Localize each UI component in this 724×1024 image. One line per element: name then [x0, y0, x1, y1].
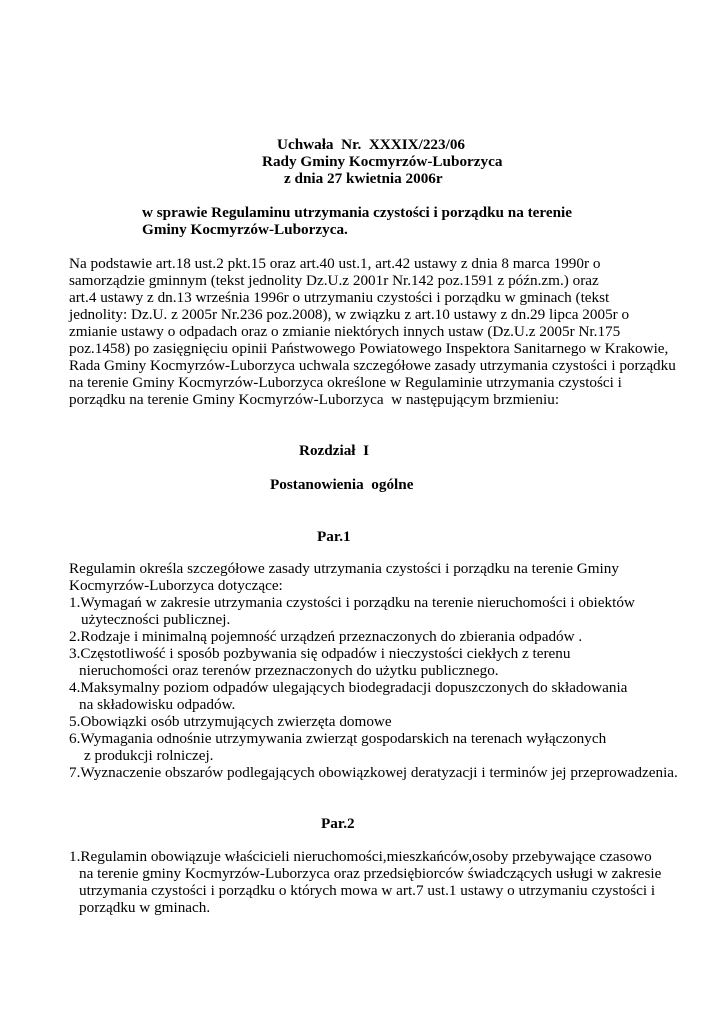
par1-list-item: użyteczności publicznej. — [81, 611, 231, 628]
par1-list-item: z produkcji rolniczej. — [84, 747, 214, 764]
council-name: Rady Gminy Kocmyrzów-Luborzyca — [262, 153, 503, 170]
par1-list-item: 5.Obowiązki osób utrzymujących zwierzęta domowe — [69, 713, 392, 730]
preamble-line: na terenie Gminy Kocmyrzów-Luborzyca określone w Regulaminie utrzymania czystości i — [69, 374, 622, 391]
preamble-line: Na podstawie art.18 ust.2 pkt.15 oraz art.40 ust.1, art.42 ustawy z dnia 8 marca 1990r o — [69, 255, 601, 272]
subject-line-2: Gminy Kocmyrzów-Luborzyca. — [142, 221, 348, 238]
par2-line: utrzymania czystości i porządku o których mowa w art.7 ust.1 ustawy o utrzymaniu czystości i — [79, 882, 656, 899]
resolution-date: z dnia 27 kwietnia 2006r — [284, 170, 443, 187]
preamble-line: samorządzie gminnym (tekst jednolity Dz.U.z 2001r Nr.142 poz.1591 z późn.zm.) oraz — [69, 272, 599, 289]
preamble-line: zmianie ustawy o odpadach oraz o zmianie niektórych innych ustaw (Dz.U.z 2005r Nr.175 — [69, 323, 621, 340]
preamble-line: Rada Gminy Kocmyrzów-Luborzyca uchwala szczegółowe zasady utrzymania czystości i porządku — [69, 357, 676, 374]
par1-list-item: 6.Wymagania odnośnie utrzymywania zwierząt gospodarskich na terenach wyłączonych — [69, 730, 607, 747]
par1-list-item: 1.Wymagań w zakresie utrzymania czystości i porządku na terenie nieruchomości i obiektów — [69, 594, 635, 611]
par2-heading: Par.2 — [321, 815, 355, 832]
chapter-subtitle: Postanowienia ogólne — [270, 476, 414, 493]
preamble-line: jednolity: Dz.U. z 2005r Nr.236 poz.2008), w związku z art.10 ustawy z dn.29 lipca 2005r o — [69, 306, 630, 323]
preamble-line: art.4 ustawy z dn.13 września 1996r o utrzymaniu czystości i porządku w gminach (tekst — [69, 289, 610, 306]
par1-list-item: 2.Rodzaje i minimalną pojemność urządzeń przeznaczonych do zbierania odpadów . — [69, 628, 583, 645]
par2-line: na terenie gminy Kocmyrzów-Luborzyca oraz przedsiębiorców świadczących usługi w zakresie — [79, 865, 662, 882]
par1-heading: Par.1 — [317, 528, 351, 545]
par1-list-item: 7.Wyznaczenie obszarów podlegających obowiązkowej deratyzacji i terminów jej przeprowadzenia. — [69, 764, 678, 781]
par2-line: 1.Regulamin obowiązuje właścicieli nieruchomości,mieszkańców,osoby przebywające czasowo — [69, 848, 652, 865]
chapter-title: Rozdział I — [299, 442, 370, 459]
par1-intro-line: Kocmyrzów-Luborzyca dotyczące: — [69, 577, 283, 594]
par1-intro-line: Regulamin określa szczegółowe zasady utrzymania czystości i porządku na terenie Gminy — [69, 560, 619, 577]
par1-list-item: 3.Częstotliwość i sposób pozbywania się odpadów i nieczystości ciekłych z terenu — [69, 645, 571, 662]
resolution-title: Uchwała Nr. XXXIX/223/06 — [277, 136, 466, 153]
par2-line: porządku w gminach. — [79, 899, 211, 916]
par1-list-item: na składowisku odpadów. — [79, 696, 236, 713]
par1-list-item: 4.Maksymalny poziom odpadów ulegających biodegradacji dopuszczonych do składowania — [69, 679, 628, 696]
par1-list-item: nieruchomości oraz terenów przeznaczonych do użytku publicznego. — [79, 662, 499, 679]
subject-line-1: w sprawie Regulaminu utrzymania czystości i porządku na terenie — [142, 204, 573, 221]
preamble-line: porządku na terenie Gminy Kocmyrzów-Luborzyca w następującym brzmieniu: — [69, 391, 560, 408]
preamble-line: poz.1458) po zasięgnięciu opinii Państwowego Powiatowego Inspektora Sanitarnego w Krakowie, — [69, 340, 669, 357]
